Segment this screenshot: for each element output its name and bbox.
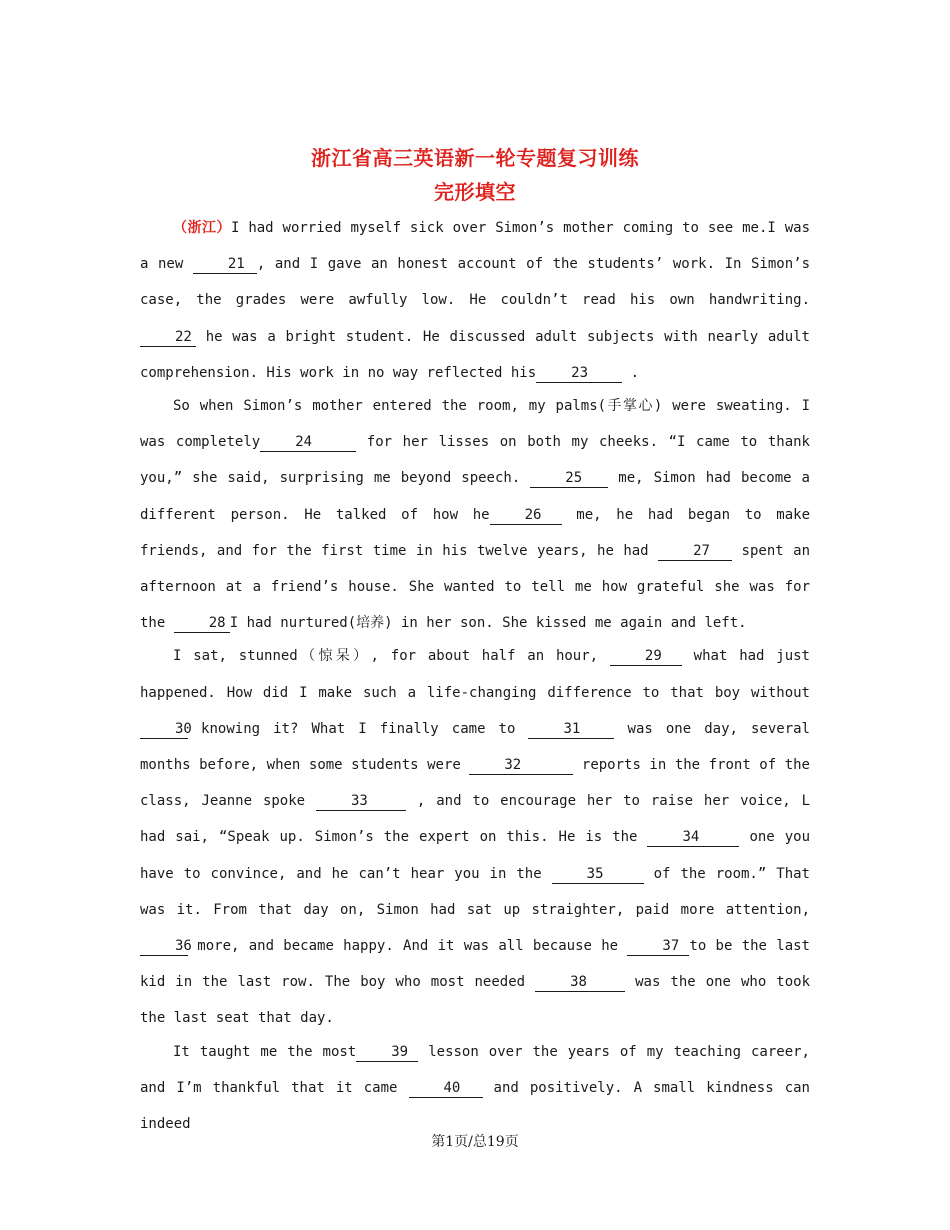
paragraph-text: It taught me the most: [173, 1043, 357, 1060]
blank-21: 21: [193, 256, 257, 274]
paragraph-text: one you have to convince, and he can’t hear you in the: [140, 829, 810, 882]
paragraph-text: spent an afternoon at a friend’s house. She wanted to tell me how grateful she was for the: [140, 542, 810, 632]
blank-33: 33: [316, 793, 406, 811]
paragraph-1: [140, 210, 810, 391]
paragraph-text: reports in the front of the class, Jeanne spoke: [140, 757, 810, 810]
paragraph-text: he was a bright student. He discussed adult subjects with nearly adult comprehension. His work in no way reflected his: [140, 328, 810, 381]
paragraph-3: [140, 638, 810, 1036]
paragraph-text: more, and became happy. And it was all because he: [188, 938, 628, 955]
blank-22: 22: [140, 329, 196, 347]
passage-body: [140, 210, 810, 1139]
paragraph-2: [140, 388, 810, 641]
paragraph-text: me, Simon had become a different person. He talked of how he: [140, 470, 810, 523]
blank-28: 28: [174, 615, 230, 633]
paragraph-text: .: [622, 364, 640, 381]
paragraph-text: knowing it? What I finally came to: [188, 720, 529, 737]
blank-23: 23: [536, 365, 622, 383]
paragraph-text: me, he had began to make friends, and for the first time in his twelve years, he had: [140, 506, 810, 559]
paragraph-text: and positively. A small kindness can indeed: [140, 1079, 810, 1133]
blank-27: 27: [658, 543, 732, 561]
paragraph-text: what had just happened. How did I make such a life-changing difference to that boy without: [140, 648, 810, 701]
blank-34: 34: [647, 829, 739, 847]
source-tag: （浙江）: [173, 220, 231, 236]
blank-26: 26: [490, 507, 562, 525]
blank-24: 24: [260, 434, 356, 452]
blank-39: 39: [356, 1044, 418, 1062]
paragraph-text: lesson over the years of my teaching career, and I’m thankful that it came: [140, 1043, 810, 1096]
document-title: 浙江省高三英语新一轮专题复习训练: [311, 146, 639, 170]
paragraph-text: So when Simon’s mother entered the room, my palms(手掌心) were sweating. I was completely: [140, 398, 810, 451]
paragraph-4: [140, 1034, 810, 1143]
paragraph-text: was one day, several months before, when some students were: [140, 720, 810, 774]
paragraph-text: I sat, stunned（惊呆）, for about half an hour,: [173, 648, 610, 665]
document-subtitle: 完形填空: [434, 180, 516, 204]
blank-36: 36: [140, 938, 188, 956]
blank-37: 37: [627, 938, 689, 956]
paragraph-text: for her lisses on both my cheeks. “I came to thank you,” she said, surprising me beyond speech.: [140, 434, 810, 487]
paragraph-text: I had worried myself sick over Simon’s mother coming to see me.I was a new: [140, 220, 811, 273]
blank-30: 30: [140, 721, 188, 739]
paragraph-text: , and to encourage her to raise her voice, L had sai, “Speak up. Simon’s the expert on this. He is the: [140, 793, 811, 846]
paragraph-text: , and I gave an honest account of the students’ work. In Simon’s case, the grades were awfully low. He couldn’t read his own handwriting.: [140, 256, 810, 309]
paragraph-text: was the one who took the last seat that day.: [140, 974, 810, 1027]
blank-38: 38: [535, 974, 625, 992]
blank-35: 35: [552, 866, 644, 884]
blank-40: 40: [409, 1080, 483, 1098]
paragraph-text: I had nurtured(培养) in her son. She kissed me again and left.: [229, 615, 747, 632]
blank-32: 32: [469, 757, 573, 775]
paragraph-text: to be the last kid in the last row. The boy who most needed: [140, 938, 810, 991]
page-number-footer: 第1页/总19页: [431, 1134, 519, 1150]
blank-31: 31: [528, 721, 614, 739]
blank-25: 25: [530, 470, 608, 488]
paragraph-text: of the room.” That was it. From that day on, Simon had sat up straighter, paid more attention,: [140, 865, 810, 918]
blank-29: 29: [610, 648, 682, 666]
